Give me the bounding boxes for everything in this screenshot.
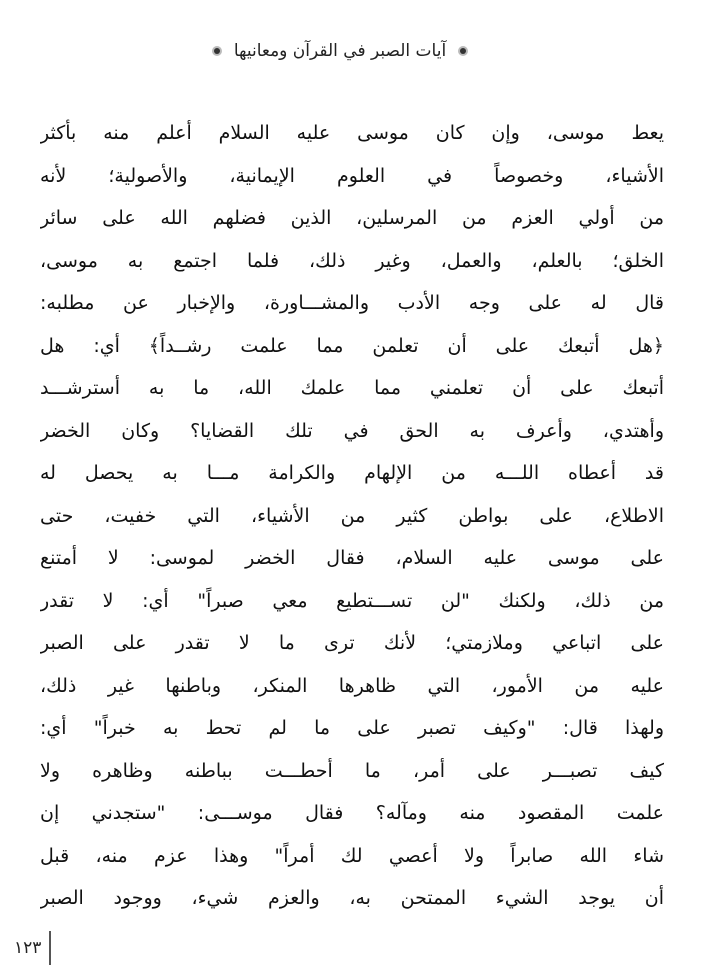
text-line: على اتباعي وملازمتي؛ لأنك ترى ما لا تقدر على الصبر [40, 632, 664, 654]
body-text [40, 112, 664, 920]
running-header [160, 36, 520, 66]
text-line: على موسى عليه السلام، فقال الخضر لموسى: لا أمتنع [40, 547, 664, 569]
text-line: أن يوجد الشيء الممتحن به، والعزم شيء، ووجود الصبر [40, 887, 664, 909]
text-line: قال له على وجه الأدب والمشـــاورة، والإخبار عن مطلبه: [40, 292, 664, 314]
text-line: علمت المقصود منه ومآله؟ فقال موســـى: "ستجدني إن [40, 802, 664, 824]
header-bullet-left [214, 48, 220, 54]
text-line: كيف تصبـــر على أمر، ما أحطـــت بباطنه وظاهره ولا [40, 759, 664, 782]
header-bullet-right [460, 48, 466, 54]
text-line: الأشياء، وخصوصاً في العلوم الإيمانية، والأصولية؛ لأنه [40, 164, 664, 187]
text-line: قد أعطاه اللـــه من الإلهام والكرامة مـــا به يحصل له [40, 462, 664, 484]
text-line: أتبعك على أن تعلمني مما علمك الله، ما به أسترشـــد [40, 377, 664, 399]
text-line: الاطلاع، على بواطن كثير من الأشياء، التي خفيت، حتى [40, 504, 664, 527]
footer-rule [49, 931, 51, 965]
text-line: من أولي العزم من المرسلين، الذين فضلهم الله على سائر [40, 207, 664, 229]
text-line: شاء الله صابراً ولا أعصي لك أمراً" وهذا عزم منه، قبل [40, 844, 664, 867]
page-footer [14, 928, 51, 968]
text-line: ﴿هل أتبعك على أن تعلمن مما علمت رشــداً﴾ أي: هل [40, 334, 664, 357]
page-number: ١٢٣ [14, 938, 42, 958]
text-line: عليه من الأمور، التي ظاهرها المنكر، وباطنها غير ذلك، [40, 674, 664, 697]
text-line: الخلق؛ بالعلم، والعمل، وغير ذلك، فلما اجتمع به موسى، [40, 249, 664, 272]
text-line: ولهذا قال: "وكيف تصبر على ما لم تحط به خبراً" أي: [40, 717, 664, 739]
text-line: يعط موسى، وإن كان موسى عليه السلام أعلم منه بأكثر [40, 122, 664, 144]
text-line: من ذلك، ولكنك "لن تســـتطيع معي صبراً" أي: لا تقدر [40, 589, 664, 612]
text-line: وأهتدي، وأعرف به الحق في تلك القضايا؟ وكان الخضر [40, 419, 664, 442]
page-title: آيات الصبر في القرآن ومعانيها [233, 41, 447, 61]
